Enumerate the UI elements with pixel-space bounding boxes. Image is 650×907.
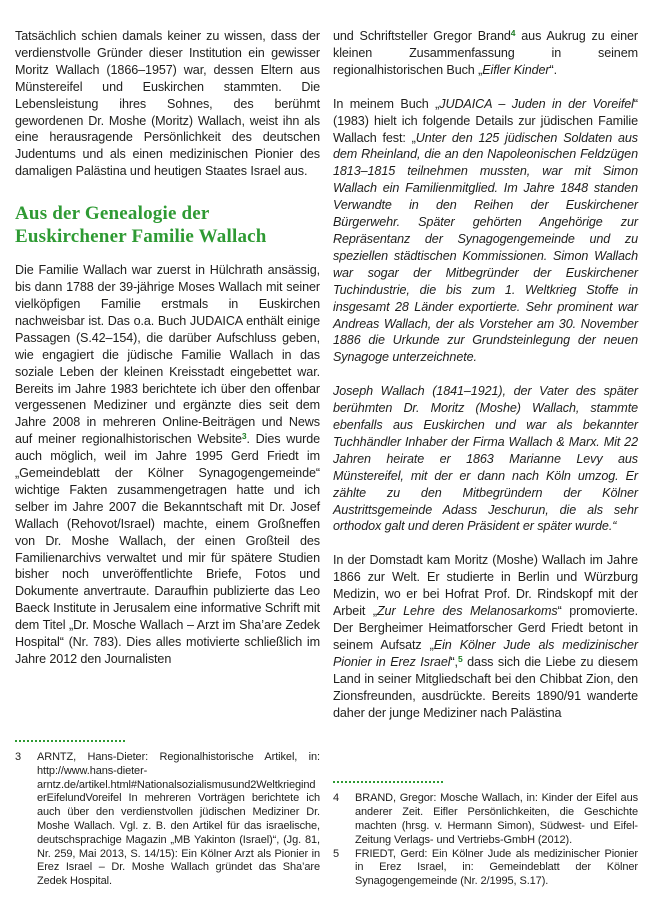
right-footnotes xyxy=(333,781,638,889)
footnote-ref-4: 4 xyxy=(510,28,516,38)
judaica-quote: Unter den 125 jüdischen Soldaten aus dem Rheinland, die an den Napoleonischen Feldzügen 1813–1815 teilnehmen mussten, war mit Simon Wallach ein Familienmitglied. Im Jahre 1848 standen Verwandte in den Reihen der Euskirchener Bürgerwehr. Später gehörten Angehörige zur Repräsentanz der Synagogengemeinde und zu speziellen städtischen Kommissionen. Simon Wallach war sogar der Mitbegründer der Euskirchener Tuchindustrie, die bis zum 1. Weltkrieg Stoffe in insgesamt 28 Länder exportierte. Sehr prominent war Andreas Wallach, der als Vorsteher am 30. November 1886 die Urkunde zur Grundsteinlegung der neuen Synagoge unterzeichnete. xyxy=(333,130,638,365)
footnote-3-text: ARNTZ, Hans-Dieter: Regionalhistorische Artikel, in: http://www.hans-dieter-arntz.de/artikel.html#Nationalsozialismusund2WeltkrieginderEifelundVoreifel In mehreren Vorträgen berichtete ich auch über den verdienstvollen jüdischen Mediziner Dr. Moshe Wallach. Vgl. z. B. den Artikel für das israelische, deutschsprachige Magazin „MB Yakinton (Israel)“, (Jg. 81, Nr. 259, Mai 2013, S. 14/15): Ein Kölner Arzt als Pionier in Erez Israel – Dr. Moshe Wallach gründet das Sha’are Zedek Hospital. xyxy=(37,751,320,888)
footnote-separator-right xyxy=(333,781,443,783)
footnote-ref-3: 3 xyxy=(241,431,247,442)
domstadt-text-part1: In der Domstadt kam Moritz (Moshe) Wallach im Jahre 1866 zur Welt. Er studierte in Berlin und Würzburg Medizin, wo er bei Hofrat Prof. Dr. Rindskopf mit der Arbeit „ xyxy=(333,553,638,619)
section-heading xyxy=(15,203,320,248)
section-heading-line2: Euskirchener Familie Wallach xyxy=(15,225,267,247)
left-footnotes xyxy=(15,740,320,889)
continuation-text-part2: aus Aukrug zu einer kleinen Zusammenfassung in seinem regionalhistorischen Buch „ xyxy=(333,29,638,77)
continuation-text-part1: und Schriftsteller Gregor Brand xyxy=(333,29,511,43)
genealogy-paragraph xyxy=(15,262,320,668)
genealogy-text-part1: Die Familie Wallach war zuerst in Hülchrath ansässig, bis dann 1788 der 39-jährige Moses Wallach mit seiner vielköpfigen Familie erstmals in Euskirchen nachweisbar ist. Das o.a. Buch JUDAICA enthält einige Passagen (S.42–154), die darüber Aufschluss geben, wie engagiert die jüdische Familie Wallach in das soziale Leben der kleinen Kreisstadt eingebettet war. Bereits im Jahre 1983 berichtete ich über den offenbar vergessenen Mediziner und ergänzte dies seit dem Jahre 2008 in mehreren Online-Beiträgen und News auf meiner regionalhistorischen Website xyxy=(15,263,320,447)
essay-title: Ein Kölner Jude als medizinischer Pionier in Erez Israel xyxy=(333,637,638,669)
intro-text: Tatsächlich schien damals keiner zu wissen, dass der verdienstvolle Gründer dieser Institution ein gewisser Moritz Wallach (1866–1957) war, dessen Eltern aus Münstereifel und Euskirchen stammten. Die Lebensleistung ihres Sohnes, des berühmt gewordenen Dr. Moshe (Moritz) Wallach, weist ihn als eine herausragende Persönlichkeit des deutschen Judentums und als einen medizinischen Pionier des damaligen Palästina und heutigen Staates Israel aus. xyxy=(15,29,320,179)
dissertation-title: Zur Lehre des Melanosarkoms xyxy=(376,604,558,619)
footnote-4-text: BRAND, Gregor: Mosche Wallach, in: Kinder der Eifel aus anderer Zeit. Eifler Persönlichkeiten, die Geschichte machten (hrsg. v. Hermann Simon), Südwest- und Eifel-Zeitung Verlags- und Vertriebs-GmbH (2012). xyxy=(355,792,638,846)
joseph-wallach-quote: Joseph Wallach (1841–1921), der Vater des später berühmten Dr. Moritz (Moshe) Wallach, stammte ebenfalls aus Euskirchen und war als bekannter Tuchhändler Inhaber der Firma Wallach & Marx. Mit 22 Jahren heirate er 1863 Marianne Levy aus Münstereifel, mit der er dann nach Köln umzog. Er zählte zu den Mitbegründern der Kölner Austrittsgemeinde Adass Jeschurun, die als sehr orthodox galt und deren Präsident er später wurde.“ xyxy=(333,384,638,534)
judaica-text-part2: “ (1983) hielt ich folgende Details zur jüdischen Familie Wallach fest: „ xyxy=(333,96,638,145)
book-title-eifler-kinder: Eifler Kinder xyxy=(482,62,550,77)
footnote-5-number: 5 xyxy=(333,847,340,860)
genealogy-text-part2: . Dies wurde auch möglich, weil im Jahre 1995 Gerd Friedt im „Gemeindeblatt der Kölner Synagogengemeinde“ wichtige Fakten zusammengetragen hatte und ich selber im Jahre 2007 die Bekanntschaft mit Dr. Josef Wallach (Rehovot/Israel) machte, einem Großneffen von Dr. Moshe Wallach, der einen Großteil des Familienarchivs verwaltet und mir für spätere Studien bisher noch unveröffentlichte Briefe, Fotos und Dokumente anvertraute. Daraufhin publizierte das Leo Baeck Institute in Jerusalem eine informative Schrift mit dem Titel „Dr. Mosche Wallach – Arzt im Sha’are Zedek Hospital“ (Nr. 783). Dies alles motivierte schließlich im Jahre 2012 den Journalisten xyxy=(15,432,320,666)
judaica-paragraph xyxy=(333,96,638,367)
footnote-ref-5: 5 xyxy=(457,653,463,664)
footnote-3 xyxy=(15,751,320,889)
domstadt-text-part3: “, xyxy=(450,654,458,669)
footnote-5-text: FRIEDT, Gerd: Ein Kölner Jude als medizinischer Pionier in Erez Israel, in: Gemeindeblatt der Kölner Synagogengemeinde (Nr. 2/1995, S.17). xyxy=(355,847,638,888)
domstadt-text-part4: dass sich die Liebe zu diesem Land in seiner Mitgliedschaft bei den Chibbat Zion, den Zionsfreunden, ausdrückte. Bereits 1890/91 wanderte daher der junge Mediziner nach Palästina xyxy=(333,654,638,720)
section-heading-line1: Aus der Genealogie der xyxy=(15,203,210,225)
footnote-5 xyxy=(333,848,638,889)
continuation-paragraph xyxy=(333,28,638,79)
intro-paragraph xyxy=(15,28,320,180)
footnote-separator-left xyxy=(15,740,125,742)
footnote-4-number: 4 xyxy=(333,792,340,805)
domstadt-text-part2: “ promovierte. Der Bergheimer Heimatforscher Gerd Friedt betont in seinem Aufsatz „ xyxy=(333,604,639,652)
left-column xyxy=(15,28,320,889)
book-title-judaica: JUDAICA – Juden in der Voreifel xyxy=(439,96,634,111)
footnote-4 xyxy=(333,792,638,847)
right-column xyxy=(333,28,638,889)
continuation-text-part3: “. xyxy=(549,62,558,77)
judaica-text-part1: In meinem Buch „ xyxy=(333,96,440,111)
domstadt-paragraph xyxy=(333,552,638,721)
footnote-3-number: 3 xyxy=(15,751,22,764)
joseph-wallach-paragraph xyxy=(333,383,638,535)
